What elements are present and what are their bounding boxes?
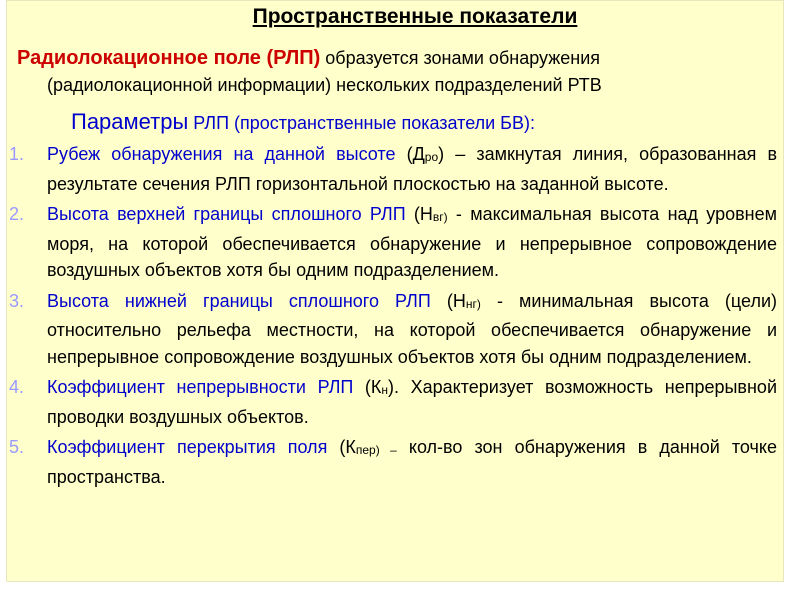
list-item-description: - максимальная высота над уровнем моря, на которой обеспечивается обнаружение и непрерывное сопровождение воздушных объектов хотя бы одним подразделением. xyxy=(47,204,777,280)
list-item-number: 5. xyxy=(9,437,25,457)
list-item-term: Высота верхней границы сплошного РЛП xyxy=(47,204,406,224)
list-item-term: Рубеж обнаружения на данной высоте xyxy=(47,144,396,164)
list-item-number: 3. xyxy=(9,290,25,311)
list-item-symbol: (Д xyxy=(395,144,425,164)
intro-lead-term: Радиолокационное поле (РЛП) xyxy=(17,47,321,69)
list-item-number: 1. xyxy=(9,144,25,164)
slide-title: Пространственные показатели xyxy=(252,5,578,28)
list-item-description: кол-во зон обнаружения в данной точке пространства. xyxy=(47,437,777,487)
intro-text-line1: образуется зонами обнаружения xyxy=(320,48,601,68)
list-item xyxy=(7,141,777,197)
list-item xyxy=(7,434,777,490)
list-item-subscript: н xyxy=(381,383,389,397)
params-heading xyxy=(71,109,535,135)
list-item-description: - минимальная высота (цели) относительно рельефа местности, на которой обеспечивается обнаружение и непрерывное сопровождение воздушных объектов хотя бы одним подразделением. xyxy=(47,290,777,367)
params-heading-rest: РЛП (пространственные показатели БВ): xyxy=(188,113,535,133)
list-item-term: Высота нижней границы сплошного РЛП xyxy=(47,290,431,311)
list-item-subscript: вг) xyxy=(432,210,448,224)
list-item-subscript: нг) xyxy=(465,296,481,311)
list-item-symbol: (Н xyxy=(405,204,433,224)
intro-paragraph xyxy=(17,45,777,99)
list-item xyxy=(7,201,777,284)
params-heading-big: Параметры xyxy=(71,109,189,134)
indicator-list xyxy=(7,141,777,494)
list-item-symbol: (Н xyxy=(430,290,466,311)
list-item-number: 4. xyxy=(9,377,25,397)
list-item-number: 2. xyxy=(9,204,25,224)
intro-text-line2: (радиолокационной информации) нескольких подразделений РТВ xyxy=(47,75,602,95)
list-item-description: ). Характеризует возможность непрерывной проводки воздушных объектов. xyxy=(47,377,777,427)
list-item-symbol: (К xyxy=(327,437,356,457)
list-item-term: Коэффициент непрерывности РЛП xyxy=(47,377,354,397)
list-item xyxy=(7,374,777,430)
list-item-subscript: пер) – xyxy=(355,443,397,457)
slide xyxy=(6,0,784,582)
list-item-term: Коэффициент перекрытия поля xyxy=(47,437,328,457)
list-item-subscript: ро xyxy=(424,150,439,164)
list-item-description: ) – замкнутая линия, образованная в результате сечения РЛП горизонтальной плоскостью на заданной высоте. xyxy=(47,144,778,194)
list-item-symbol: (К xyxy=(353,377,382,397)
list-item xyxy=(7,288,777,371)
